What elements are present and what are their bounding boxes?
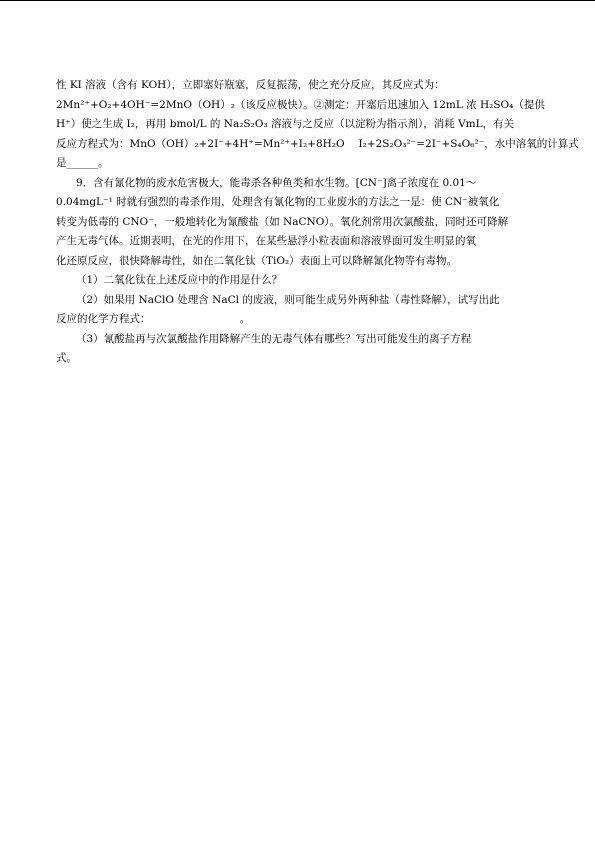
text-line: （3）氰酸盐再与次氯酸盐作用降解产生的无毒气体有哪些？写出可能发生的离子方程 [76, 332, 472, 345]
paragraph-oxygen-method [56, 76, 579, 174]
document-body [56, 76, 579, 369]
text-line: 0.04mgL⁻¹ 时就有强烈的毒杀作用，处理含有氰化物的工业废水的方法之一是：使 CN⁻被氧化 [56, 196, 500, 208]
text-line: 是______。 [56, 157, 109, 169]
text-line: 化还原反应，很快降解毒性，如在二氧化钛（TiO₂）表面上可以降解氰化物等有毒物。 [56, 254, 458, 267]
sub-question-1: （1）二氧化钛在上述反应中的作用是什么？ [76, 274, 283, 286]
text-line: 2Mn²⁺+O₂+4OH⁻=2MnO（OH）₂（该反应极快）。②测定：开塞后迅速加入 12mL 浓 H₂SO₄（提供 [56, 98, 545, 111]
text-line: （2）如果用 NaClO 处理含 NaCl 的废液，则可能生成另外两种盐（毒性降解），试写出此 [76, 293, 500, 306]
text-line: 式。 [56, 352, 77, 364]
question-9 [56, 174, 540, 272]
text-line: 产生无毒气体。近期表明，在光的作用下，在某些悬浮小粒表面和溶液界面可发生明显的氧 [56, 235, 476, 247]
text-line: 反应的化学方程式： 。 [56, 313, 251, 325]
sub-question-2 [56, 291, 540, 330]
header-rule [0, 0, 595, 1]
text-line: 性 KI 溶液（含有 KOH），立即塞好瓶塞，反复振荡，使之充分反应，其反应式为： [56, 79, 445, 91]
sub-question-3 [56, 330, 540, 369]
text-line: 反应方程式为：MnO（OH）₂+2I⁻+4H⁺=Mn²⁺+I₂+8H₂O I₂+2S₂O₃²⁻=2I⁻+S₄O₆²⁻，水中溶氧的计算式 [56, 137, 579, 150]
text-line: 转变为低毒的 CNO⁻，一般地转化为氰酸盐（如 NaCNO）。氧化剂常用次氯酸盐，同时还可降解 [56, 215, 509, 228]
text-line: 9．含有氰化物的废水危害极大，能毒杀各种鱼类和水生物。[CN⁻]离子浓度在 0.01～ [76, 176, 477, 189]
text-line: H⁺）使之生成 I₂，再用 bmol/L 的 Na₂S₂O₃ 溶液与之反应（以淀粉为指示剂），消耗 VmL，有关 [56, 118, 515, 130]
